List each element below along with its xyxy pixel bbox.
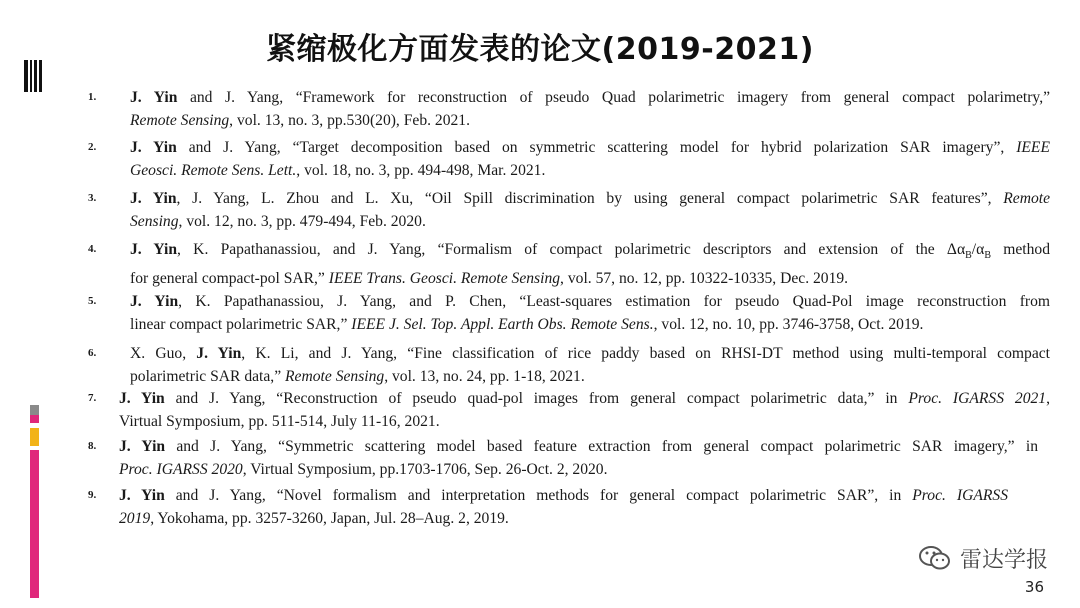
venue-text: 2019 [119,510,151,527]
reference-line [130,365,1050,388]
reference-line [119,458,1038,481]
reference-line [130,187,1050,210]
venue-text: Proc. IGARSS 2021 [908,390,1047,407]
reference-text: , Yokohama, pp. 3257-3260, Japan, Jul. 28–Aug. 2, 2019. [150,510,509,527]
author-name: J. Yin [119,390,165,407]
reference-number: 7. [88,392,97,404]
reference-text: and J. Yang, “Symmetric scattering model based feature extraction from general compact polarimetric SAR imagery,” in [165,438,1038,455]
author-name: J. Yin [130,293,179,310]
reference-text: and J. Yang, “Framework for reconstruction of pseudo Quad polarimetric imagery from general compact polarimetry,” [177,89,1051,106]
reference-line [130,313,1050,336]
venue-text: IEEE Trans. Geosci. Remote Sensing [328,270,561,288]
reference-text: , vol. 13, no. 24, pp. 1-18, 2021. [384,368,585,385]
reference-line [130,136,1050,159]
author-name: J. Yin [130,139,177,156]
venue-text: Remote Sensing [130,112,230,129]
reference-number: 4. [88,243,97,255]
reference-line [130,290,1050,313]
reference-text: , vol. 57, no. 12, pp. 10322-10335, Dec. 2019. [560,270,849,288]
venue-text: Geosci. Remote Sens. Lett. [130,162,297,179]
author-name: J. Yin [119,487,165,504]
watermark [918,542,1048,574]
reference-text: and J. Yang, “Target decomposition based on symmetric scattering model for hybrid polarization SAR imagery”, [176,139,1017,156]
reference-text: for general compact-pol SAR,” [130,270,329,288]
reference-text: polarimetric SAR data,” [130,368,286,385]
venue-text: Proc. IGARSS [912,487,1008,504]
reference-text: X. Guo, [130,345,197,362]
reference-number: 6. [88,347,97,359]
reference-text: B [984,250,991,262]
reference-text: , Virtual Symposium, pp.1703-1706, Sep. 26-Oct. 2, 2020. [242,461,608,478]
venue-text: Remote Sensing [285,368,385,385]
reference-text: , vol. 13, no. 3, pp.530(20), Feb. 2021. [229,112,470,129]
venue-text: Remote [1003,190,1051,207]
reference-text: , vol. 18, no. 3, pp. 494-498, Mar. 2021. [296,162,546,179]
reference-line [130,342,1050,365]
reference-line [130,210,1050,233]
reference-text: , K. Li, and J. Yang, “Fine classification of rice paddy based on RHSI-DT method using multi-temporal compact [241,345,1050,362]
reference-text: B [965,250,972,262]
reference-text: and J. Yang, “Novel formalism and interpretation methods for general compact polarimetric SAR”, in [164,487,913,504]
reference-text: /α [971,241,985,258]
venue-text: Sensing [130,213,179,230]
author-name: J. Yin [130,190,177,207]
reference-item [88,136,1050,182]
reference-text: , [1046,390,1051,407]
reference-number: 2. [88,141,97,153]
reference-line [130,159,1050,182]
author-name: J. Yin [119,438,166,455]
wechat-icon [918,544,952,572]
reference-line [119,507,1008,530]
reference-text: , vol. 12, no. 10, pp. 3746-3758, Oct. 2019. [653,316,924,333]
reference-item [88,387,1051,433]
slide-title: 紧缩极化方面发表的论文(2019-2021) [266,32,814,67]
reference-number: 1. [88,91,97,103]
reference-line [119,410,1050,433]
reference-line [119,484,1008,507]
page-number: 36 [1024,578,1044,596]
venue-text: Proc. IGARSS 2020 [119,461,243,478]
reference-line [130,238,1050,267]
venue-text: IEEE J. Sel. Top. Appl. Earth Obs. Remote Sens. [351,316,654,333]
reference-text: , vol. 12, no. 3, pp. 479-494, Feb. 2020. [178,213,426,230]
reference-item [88,238,1050,290]
reference-item [88,86,1051,132]
author-name: J. Yin [130,89,178,106]
reference-number: 3. [88,192,97,204]
reference-number: 5. [88,295,97,307]
reference-number: 8. [88,440,97,452]
author-name: J. Yin [196,345,242,362]
reference-item [88,435,1038,481]
reference-text: , K. Papathanassiou, and J. Yang, “Formalism of compact polarimetric descriptors and extension of the Δα [177,241,966,258]
reference-line [119,387,1050,410]
reference-text: method [990,241,1050,258]
reference-line [130,267,1050,290]
reference-text: , K. Papathanassiou, J. Yang, and P. Chen, “Least-squares estimation for pseudo Quad-Pol image reconstruction from [178,293,1050,310]
reference-number: 9. [88,489,97,501]
reference-text: and J. Yang, “Reconstruction of pseudo quad-pol images from general compact polarimetric data,” in [164,390,909,407]
reference-item [88,290,1050,336]
reference-text: linear compact polarimetric SAR,” [130,316,352,333]
reference-item [88,187,1051,233]
reference-text: , J. Yang, L. Zhou and L. Xu, “Oil Spill discrimination by using general compact polarimetric SAR features”, [176,190,1004,207]
reference-item [88,342,1050,388]
author-name: J. Yin [130,241,178,258]
reference-line [130,86,1050,109]
watermark-text: 雷达学报 [959,547,1048,573]
reference-text: Virtual Symposium, pp. 511-514, July 11-16, 2021. [119,413,440,430]
reference-line [130,109,1050,132]
reference-item [88,484,1008,530]
reference-line [119,435,1038,458]
venue-text: IEEE [1016,139,1050,156]
